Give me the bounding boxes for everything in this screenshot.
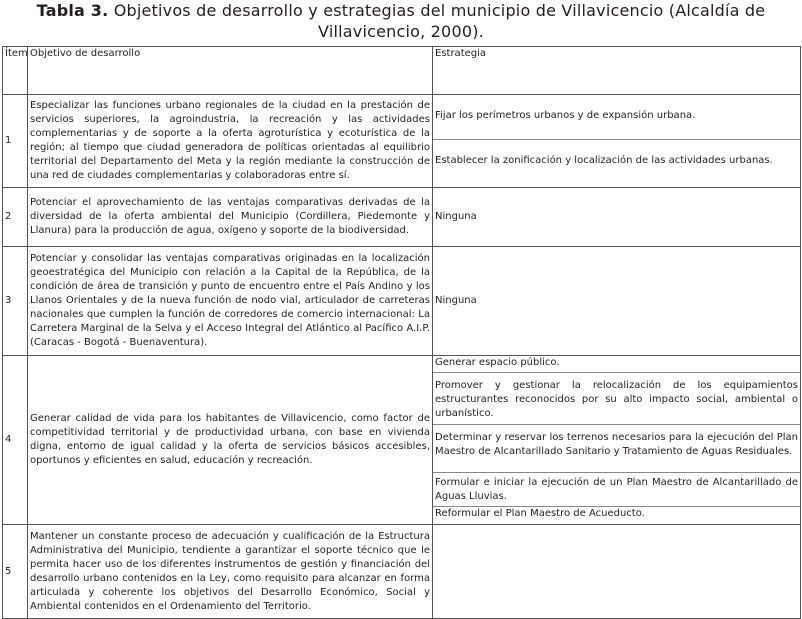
strategy-item: Reformular el Plan Maestro de Acueducto.: [435, 508, 645, 519]
strategy-item: Formular e iniciar la ejecución de un Plan Maestro de Alcantarillado de Aguas Lluvias.: [433, 473, 800, 507]
strategy-item: Fijar los perímetros urbanos y de expansión urbana.: [433, 95, 800, 140]
objective-text: Potenciar el aprovechamiento de las ventajas comparativas derivadas de la diversidad de la oferta ambiental del Municipio (Cordillera, Piedemonte y Llanura) para la producción de agua, oxígeno y soporte de la biodiversidad.: [28, 188, 433, 247]
objective-text: Mantener un constante proceso de adecuación y cualificación de la Estructura Administrativa del Municipio, tendiente a garantizar el soporte técnico que le permita hacer uso de los diferentes instrumentos de gestión y financiación del desarrollo urbano contenidos en la Ley, como requisito para alcanzar en forma articulada y coherente los objetivos del Desarrollo Económico, Social y Ambiental contenidos en el Ordenamiento del Territorio.: [28, 525, 433, 619]
objective-text: Potenciar y consolidar las ventajas comparativas originadas en la localización geoestratégica del Municipio con relación a la Capital de la República, de la condición de área de transición y punto de encuentro entre el País Andino y los Llanos Orientales y de la nueva función de nodo vial, articulador de carreteras nacionales que cumplen la función de corredores de comercio internacional: La Carretera Marginal de la Selva y el Acceso Integral del Atlántico al Pacífico A.I.P. (Caracas - Bogotá - Buenaventura).: [28, 247, 433, 356]
item-number: 3: [3, 247, 28, 356]
objectives-table: [2, 46, 801, 619]
table-label: Tabla 3.: [36, 1, 109, 20]
header-objective: Objetivo de desarrollo: [28, 47, 433, 95]
item-number: 2: [3, 188, 28, 247]
item-number: 5: [3, 525, 28, 619]
item-number: 1: [3, 95, 28, 188]
strategy-cell: [433, 356, 801, 525]
header-item: Ítem: [3, 47, 28, 95]
header-strategy: Estrategia: [433, 47, 801, 95]
table-row: [3, 247, 801, 356]
strategy-item: Ninguna: [433, 247, 801, 356]
strategy-item: Determinar y reservar los terrenos necesarios para la ejecución del Plan Maestro de Alcantarillado Sanitario y Tratamiento de Aguas Residuales.: [433, 425, 800, 473]
table-row: [3, 525, 801, 619]
objective-text: Generar calidad de vida para los habitantes de Villavicencio, como factor de competitividad territorial y de productividad urbana, con base en vivienda digna, entorno de igual calidad y la oferta de servicios básicos accesibles, oportunos y eficientes en salud, educación y recreación.: [28, 356, 433, 525]
strategy-item: Generar espacio público.: [433, 356, 800, 373]
table-row: [3, 356, 801, 525]
strategy-item: Promover y gestionar la relocalización de los equipamientos estructurantes reconocidos por su alto impacto social, ambiental o urbanístico.: [433, 373, 800, 425]
objective-text: Especializar las funciones urbano regionales de la ciudad en la prestación de servicios superiores, la agroindustria, la recreación y las actividades complementarias y de soporte a la oferta agroturística y ecoturística de la región; al tiempo que ciudad generadora de políticas orientadas al equilibrio territorial del Departamento del Meta y la región mediante la construcción de una red de ciudades complementarias y colaboradoras entre sí.: [28, 95, 433, 188]
item-number: 4: [3, 356, 28, 525]
strategy-item: Ninguna: [433, 188, 801, 247]
table-row: [3, 95, 801, 188]
table-caption: [0, 0, 802, 42]
strategy-item: Establecer la zonificación y localización de las actividades urbanas.: [435, 155, 773, 166]
strategy-cell: [433, 95, 801, 188]
table-row: [3, 188, 801, 247]
strategy-cell-empty: [433, 525, 801, 619]
table-header-row: [3, 47, 801, 95]
table-caption-text: Objetivos de desarrollo y estrategias del municipio de Villavicencio (Alcaldía de Villavicencio, 2000).: [108, 1, 766, 41]
